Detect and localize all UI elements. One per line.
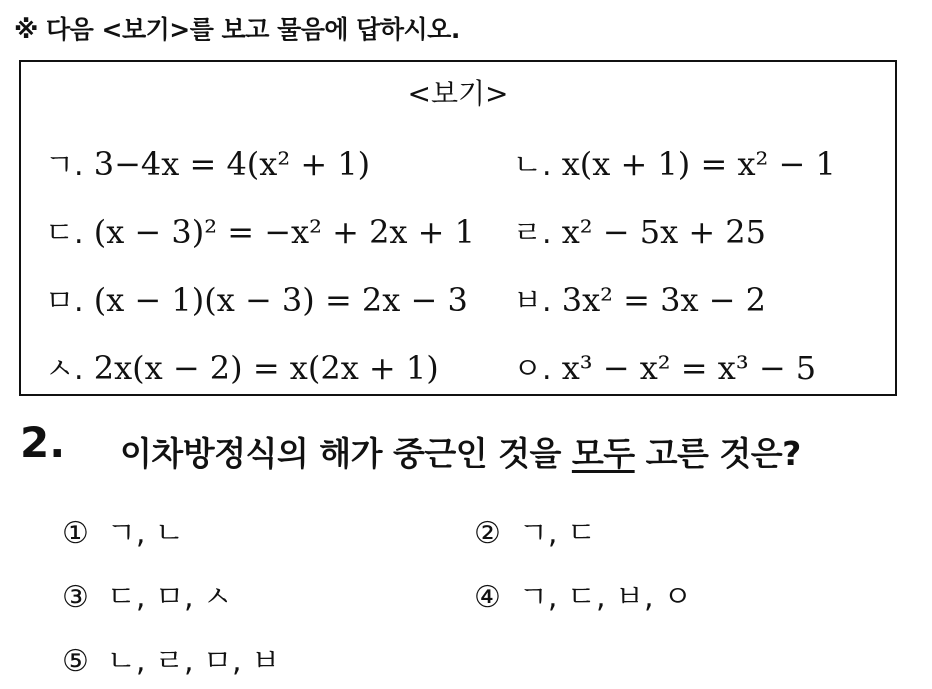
item-label: ㄷ. xyxy=(45,216,84,251)
example-box-title: <보기> xyxy=(407,77,509,110)
question-text-before: 이차방정식의 해가 중근인 것을 xyxy=(120,434,572,473)
question-text-after: 고른 것은? xyxy=(634,434,801,473)
choice-text: ㄴ, ㄹ, ㅁ, ㅂ xyxy=(106,644,281,679)
choice-text: ㄷ, ㅁ, ㅅ xyxy=(106,580,232,615)
item-expression: x³ − x² = x³ − 5 xyxy=(561,349,817,387)
choice-number: ③ xyxy=(62,580,89,615)
example-item-nieun xyxy=(513,140,836,184)
example-item-digeut xyxy=(45,208,475,252)
item-label: ㄴ. xyxy=(513,148,552,183)
choice-text: ㄱ, ㄷ xyxy=(518,516,596,551)
example-box xyxy=(19,60,897,396)
item-label: ㅁ. xyxy=(45,284,84,319)
example-item-bieup xyxy=(513,276,766,320)
example-item-ieung xyxy=(513,344,816,388)
example-item-giyeok xyxy=(45,140,370,184)
choice-text: ㄱ, ㄷ, ㅂ, ㅇ xyxy=(518,580,693,615)
example-item-mieum xyxy=(45,276,468,320)
example-item-siot xyxy=(45,344,439,388)
item-label: ㅇ. xyxy=(513,352,552,387)
item-expression: x² − 5x + 25 xyxy=(561,213,767,251)
choice-number: ④ xyxy=(474,580,501,615)
item-label: ㅂ. xyxy=(513,284,552,319)
choice-number: ① xyxy=(62,516,89,551)
item-label: ㄹ. xyxy=(513,216,552,251)
choice-2[interactable] xyxy=(474,508,596,552)
instruction-text: ※ 다음 <보기>를 보고 물음에 답하시오. xyxy=(14,15,460,44)
item-expression: 3−4x = 4(x² + 1) xyxy=(93,145,371,183)
item-expression: 2x(x − 2) = x(2x + 1) xyxy=(93,349,439,387)
choice-1[interactable] xyxy=(62,508,184,552)
question-emphasis: 모두 xyxy=(571,434,635,473)
choice-number: ⑤ xyxy=(62,644,89,679)
choice-5[interactable] xyxy=(62,636,280,680)
question-number: 2. xyxy=(20,418,66,467)
choice-4[interactable] xyxy=(474,572,692,616)
choice-text: ㄱ, ㄴ xyxy=(106,516,184,551)
example-item-rieul xyxy=(513,208,766,252)
item-expression: 3x² = 3x − 2 xyxy=(561,281,767,319)
item-label: ㄱ. xyxy=(45,148,84,183)
item-expression: (x − 1)(x − 3) = 2x − 3 xyxy=(93,281,468,319)
item-expression: (x − 3)² = −x² + 2x + 1 xyxy=(93,213,475,251)
question-text xyxy=(120,428,801,475)
choice-number: ② xyxy=(474,516,501,551)
item-label: ㅅ. xyxy=(45,352,84,387)
item-expression: x(x + 1) = x² − 1 xyxy=(561,145,836,183)
choice-3[interactable] xyxy=(62,572,232,616)
